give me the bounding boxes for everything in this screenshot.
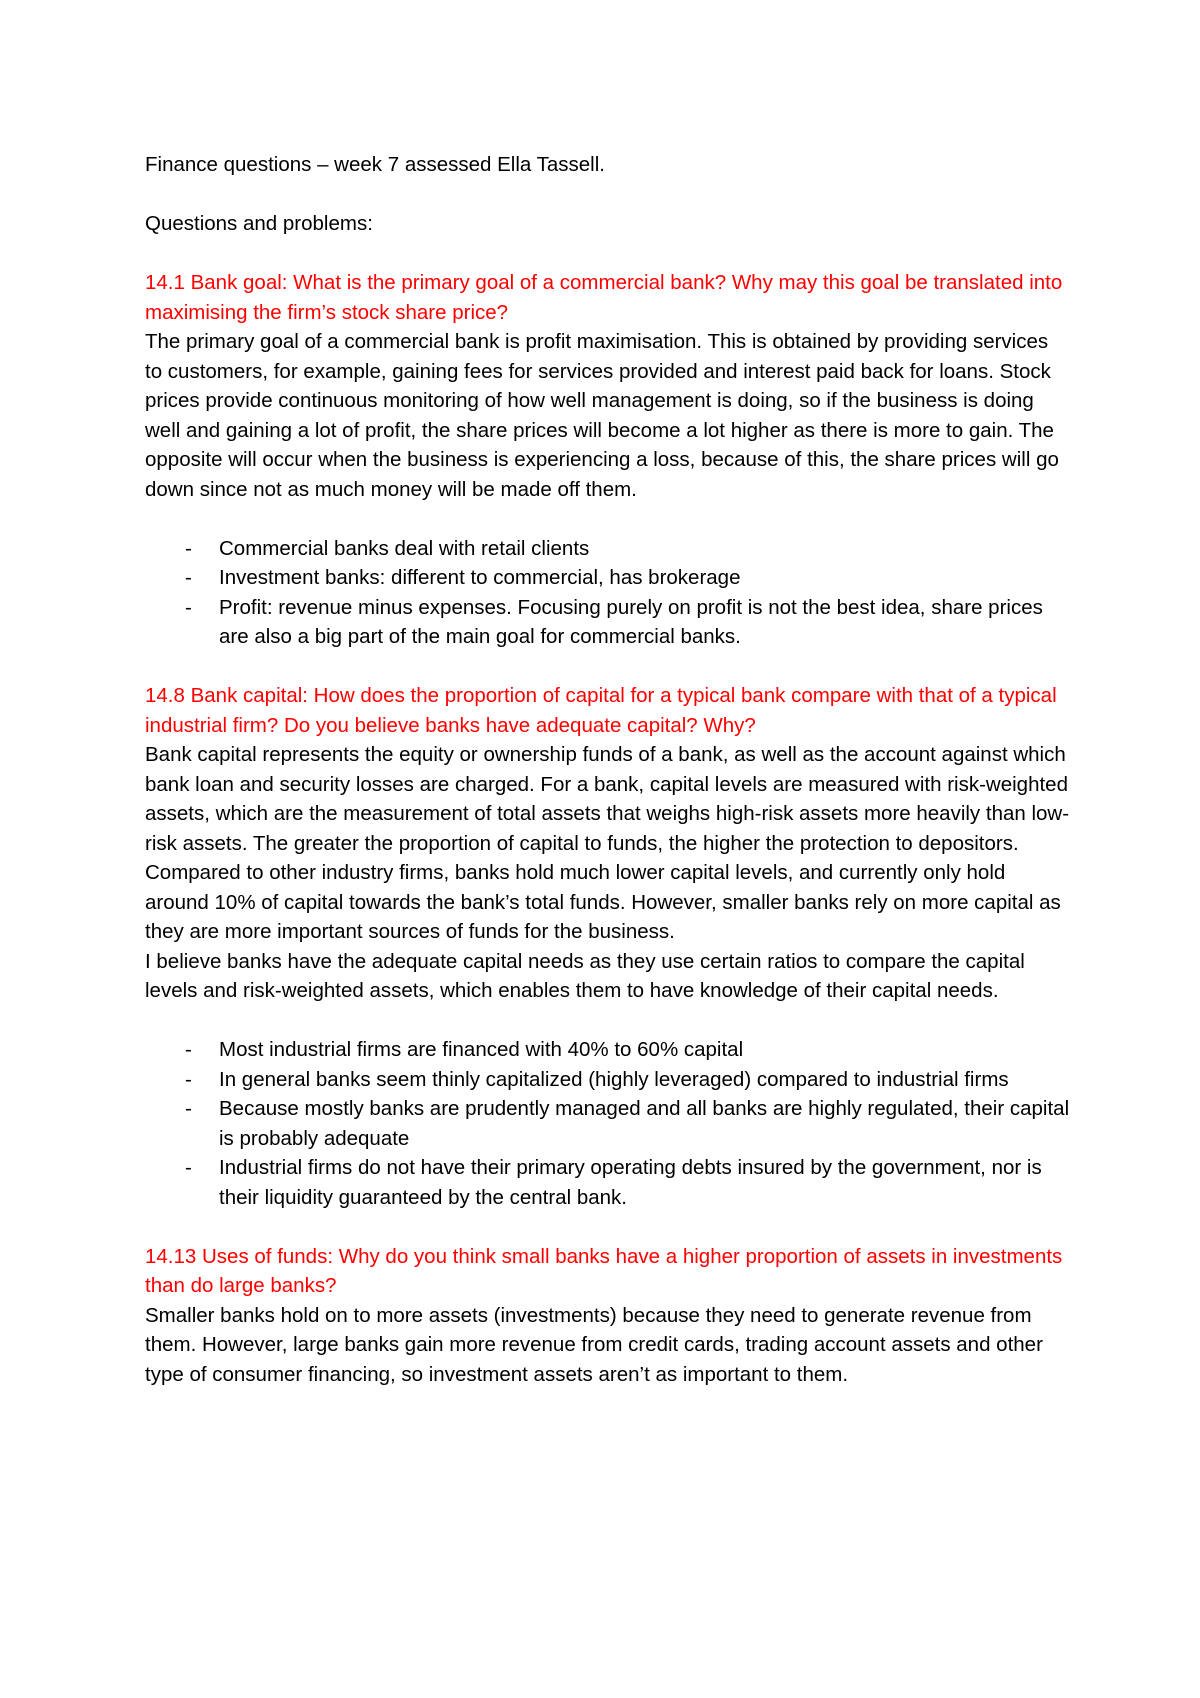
bullet-marker: - <box>185 595 192 619</box>
question-heading: 14.1 Bank goal: What is the primary goal of a commercial bank? Why may this goal be translated into maximising the firm’s stock share price? <box>145 271 1063 324</box>
answer-paragraph: Smaller banks hold on to more assets (investments) because they need to generate revenue from them. However, large banks gain more revenue from credit cards, trading account assets and other type of consumer financing, so investment assets aren’t as important to them. <box>145 1303 1043 1386</box>
bullet-marker: - <box>185 536 192 560</box>
list-item-text: Most industrial firms are financed with 40% to 60% capital <box>219 1038 744 1061</box>
list-item-text: Commercial banks deal with retail clients <box>219 536 590 560</box>
list-item-text: Profit: revenue minus expenses. Focusing purely on profit is not the best idea, share prices are also a big part of the main goal for commercial banks. <box>219 595 1043 648</box>
question-heading: 14.13 Uses of funds: Why do you think small banks have a higher proportion of assets in investments than do large banks? <box>145 1244 1063 1297</box>
list-item <box>145 593 1070 652</box>
list-item <box>145 1094 1070 1153</box>
list-item <box>145 563 1070 593</box>
spacer <box>145 180 1070 210</box>
spacer <box>145 239 1070 269</box>
list-item <box>145 1065 1070 1095</box>
question-section-14-1 <box>145 268 1070 681</box>
bullet-marker: - <box>185 1156 192 1179</box>
bullet-marker: - <box>185 1097 192 1120</box>
list-item <box>145 534 1070 564</box>
answer-paragraph: Bank capital represents the equity or ownership funds of a bank, as well as the account against which bank loan and security losses are charged. For a bank, capital levels are measured with risk-weighted assets, which are the measurement of total assets that weighs high-risk assets more heavily than low-risk assets. The greater the proportion of capital to funds, the higher the protection to depositors. Compared to other industry firms, banks hold much lower capital levels, and currently only hold around 10% of capital towards the bank’s total funds. However, smaller banks rely on more capital as they are more important sources of funds for the business. <box>145 743 1070 943</box>
list-item <box>145 1035 1070 1065</box>
bullet-list <box>145 534 1070 652</box>
bullet-marker: - <box>185 1038 192 1061</box>
bullet-marker: - <box>185 566 192 589</box>
spacer <box>145 504 1070 534</box>
list-item-text: Investment banks: different to commercial, has brokerage <box>219 566 741 589</box>
question-section-14-8 <box>145 681 1070 1242</box>
question-heading: 14.8 Bank capital: How does the proportion of capital for a typical bank compare with that of a typical industrial firm? Do you believe banks have adequate capital? Why? <box>145 684 1057 737</box>
spacer <box>145 1006 1070 1036</box>
answer-paragraph: I believe banks have the adequate capital needs as they use certain ratios to compare the capital levels and risk-weighted assets, which enables them to have knowledge of their capital needs. <box>145 949 1025 1002</box>
list-item-text: In general banks seem thinly capitalized (highly leveraged) compared to industrial firms <box>219 1067 1009 1091</box>
answer-paragraph: The primary goal of a commercial bank is profit maximisation. This is obtained by providing services to customers, for example, gaining fees for services provided and interest paid back for loans. Stock prices provide continuous monitoring of how well management is doing, so if the business is doing well and gaining a lot of profit, the share prices will become a lot higher as there is more to gain. The opposite will occur when the business is experiencing a loss, because of this, the share prices will go down since not as much money will be made off them. <box>145 330 1059 501</box>
list-item-text: Because mostly banks are prudently managed and all banks are highly regulated, their capital is probably adequate <box>219 1097 1070 1150</box>
spacer <box>145 652 1070 682</box>
document-title: Finance questions – week 7 assessed Ella Tassell. <box>145 153 605 176</box>
spacer <box>145 1212 1070 1242</box>
document-content <box>145 150 1070 1389</box>
list-item-text: Industrial firms do not have their primary operating debts insured by the government, nor is their liquidity guaranteed by the central bank. <box>219 1156 1042 1209</box>
bullet-marker: - <box>185 1067 192 1091</box>
question-section-14-13 <box>145 1242 1070 1390</box>
document-subtitle: Questions and problems: <box>145 212 373 235</box>
list-item <box>145 1153 1070 1212</box>
bullet-list <box>145 1035 1070 1212</box>
